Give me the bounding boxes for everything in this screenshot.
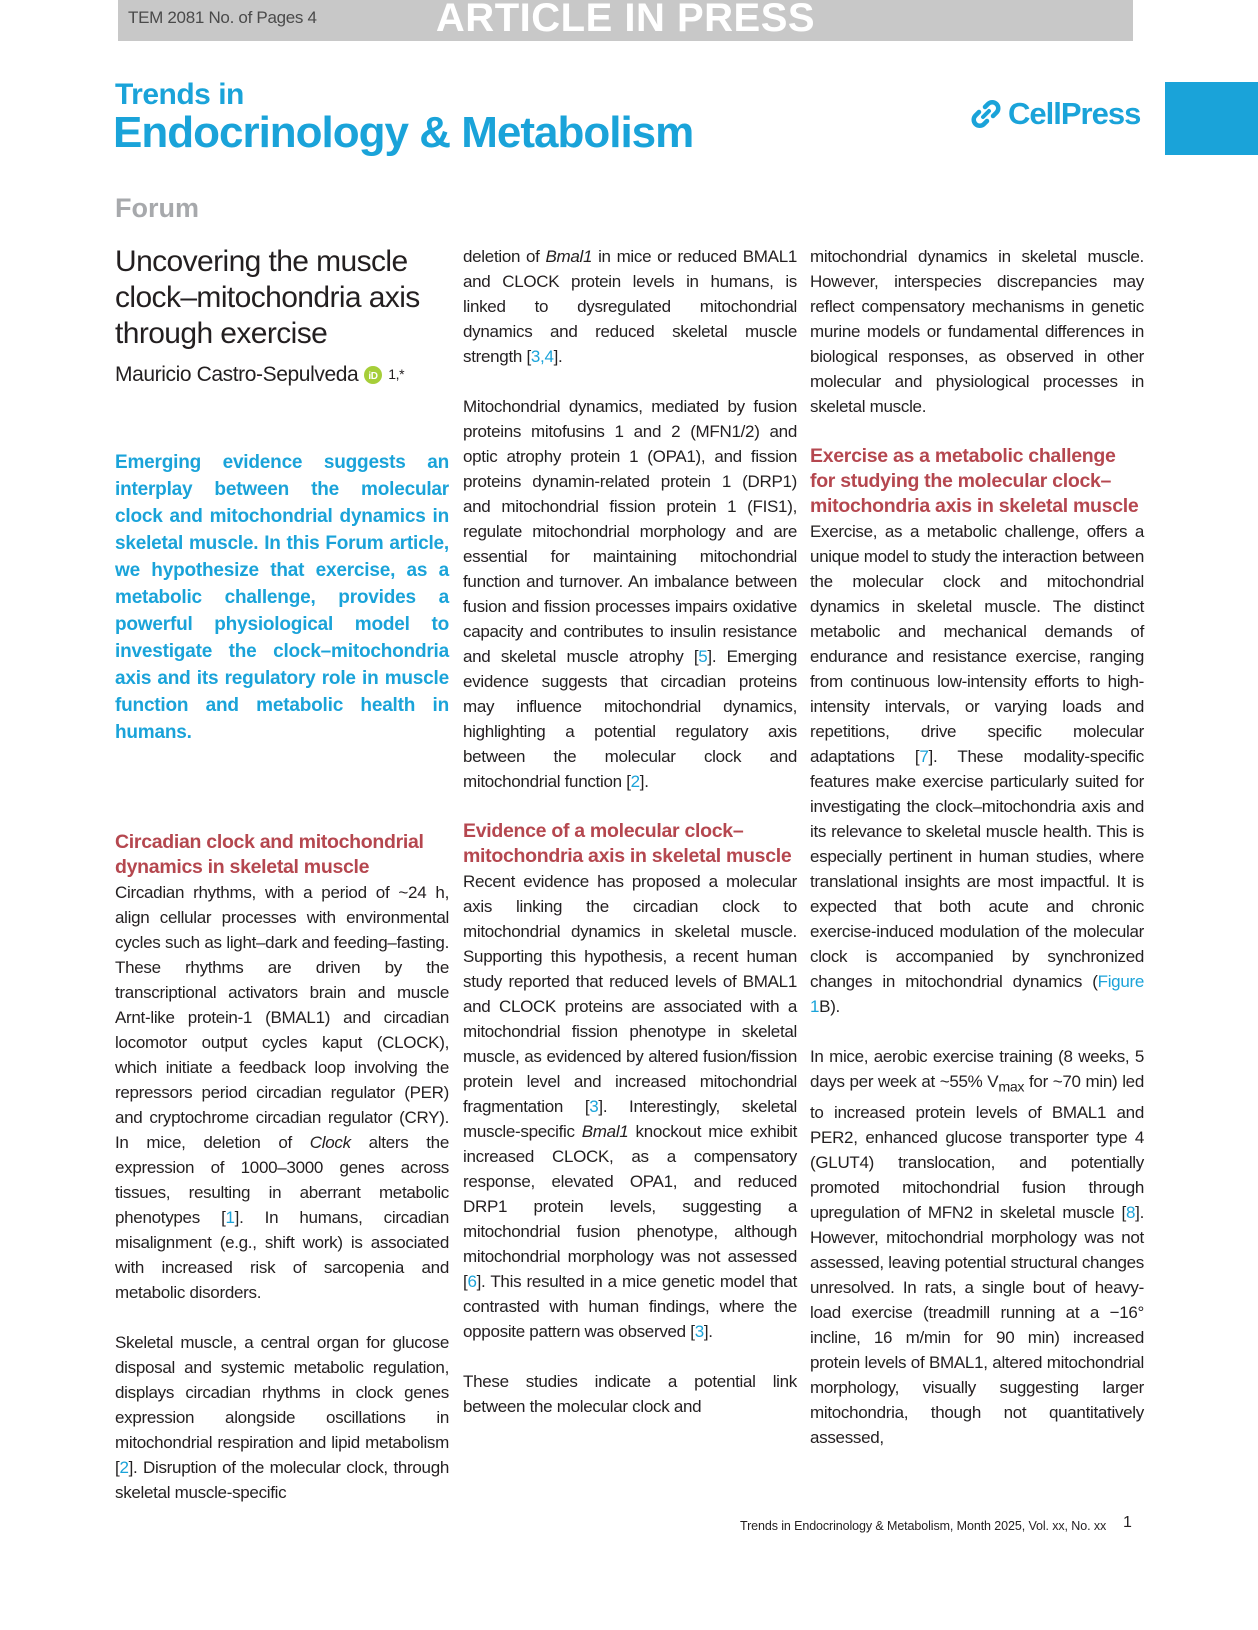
article-title: Uncovering the muscle clock–mitochondria axis through exercise bbox=[115, 245, 420, 350]
heading-evidence: Evidence of a molecular clock–mitochondria axis in skeletal muscle bbox=[463, 820, 792, 867]
reference-link[interactable]: 6 bbox=[467, 1272, 477, 1291]
abstract: Emerging evidence suggests an interplay between the molecular clock and mitochondrial dynamics in skeletal muscle. In this Forum article, we hypothesize that exercise, as a metabolic challenge, provides a powerful physiological model to investigate the clock–mitochondria axis and its regulatory role in muscle function and metabolic health in humans. bbox=[115, 452, 449, 743]
side-color-tab bbox=[1165, 82, 1258, 155]
orcid-icon[interactable] bbox=[364, 366, 382, 384]
paragraph: mitochondrial dynamics in skeletal muscle. However, interspecies discrepancies may reflect compensatory mechanisms in genetic murine models or fundamental differences in biological responses, as observed in other molecular and physiological processes in skeletal muscle. bbox=[810, 247, 1144, 416]
paragraph: deletion of Bmal1 in mice or reduced BMAL1 and CLOCK protein levels in humans, is linked to dysregulated mitochondrial dynamics and reduced skeletal muscle strength [3,4]. bbox=[463, 247, 798, 366]
subscript: max bbox=[998, 1079, 1025, 1096]
reference-link[interactable]: 2 bbox=[630, 772, 640, 791]
heading-circadian-clock: Circadian clock and mitochondrial dynamics in skeletal muscle bbox=[115, 831, 424, 878]
banner-text: ARTICLE IN PRESS bbox=[435, 0, 816, 40]
reference-link[interactable]: 3 bbox=[589, 1097, 599, 1116]
journal-name-line2: Endocrinology & Metabolism bbox=[113, 108, 694, 157]
paragraph: Circadian rhythms, with a period of ~24 h, align cellular processes with environmental cycles such as light–dark and feeding–fasting. These rhythms are driven by the transcriptional activators brain and muscle Arnt-like protein-1 (BMAL1) and circadian locomotor output cycles kaput (CLOCK), which initiate a feedback loop involving the repressors period circadian regulator (PER) and cryptochrome circadian regulator (CRY). In mice, deletion of Clock alters the expression of 1000–3000 genes across tissues, resulting in aberrant metabolic phenotypes [1]. In humans, circadian misalignment (e.g., shift work) is associated with increased risk of sarcopenia and metabolic disorders. bbox=[115, 883, 449, 1302]
reference-link[interactable]: 3,4 bbox=[530, 347, 554, 366]
gene-name: Bmal1 bbox=[545, 247, 593, 266]
paragraph: Skeletal muscle, a central organ for glucose disposal and systemic metabolic regulation, displays circadian rhythms in clock genes expression alongside oscillations in mitochondrial respiration and lipid metabolism [2]. Disruption of the molecular clock, through skeletal muscle-specific bbox=[115, 1333, 449, 1502]
gene-name: Clock bbox=[309, 1133, 351, 1152]
author-affiliation: 1,* bbox=[388, 366, 405, 382]
paragraph: Recent evidence has proposed a molecular axis linking the circadian clock to mitochondrial dynamics in skeletal muscle. Supporting this hypothesis, a recent human study reported that reduced levels of BMAL1 and CLOCK proteins are associated with a mitochondrial fission phenotype in skeletal muscle, as evidenced by altered fusion/fission protein level and increased mitochondrial fragmentation [3]. Interestingly, skeletal muscle-specific Bmal1 knockout mice exhibit increased CLOCK, as a compensatory response, elevated OPA1, and reduced DRP1 protein levels, suggesting a mitochondrial fusion phenotype, although mitochondrial morphology was not assessed [6]. This resulted in a mice genetic model that contrasted with human findings, where the opposite pattern was observed [3]. bbox=[463, 872, 797, 1341]
journal-name-line1: Trends in bbox=[115, 78, 244, 111]
reference-link[interactable]: 7 bbox=[919, 747, 929, 766]
cellpress-logo bbox=[970, 94, 1140, 134]
figure-link[interactable]: Figure 1 bbox=[810, 972, 1144, 1016]
reference-link[interactable]: 3 bbox=[694, 1322, 704, 1341]
paragraph: Mitochondrial dynamics, mediated by fusion proteins mitofusins 1 and 2 (MFN1/2) and optic atrophy protein 1 (OPA1), and fission proteins dynamin-related protein 1 (DRP1) and mitochondrial fission protein 1 (FIS1), regulate mitochondrial morphology and are essential for maintaining mitochondrial function and turnover. An imbalance between fusion and fission processes impairs oxidative capacity and contributes to insulin resistance and skeletal muscle atrophy [5]. Emerging evidence suggests that circadian proteins may influence mitochondrial dynamics, highlighting a potential regulatory axis between the molecular clock and mitochondrial function [2]. bbox=[463, 397, 797, 791]
article-in-press-banner bbox=[118, 0, 1133, 41]
footer-citation: Trends in Endocrinology & Metabolism, Month 2025, Vol. xx, No. xx bbox=[740, 1519, 1107, 1533]
reference-link[interactable]: 1 bbox=[225, 1208, 235, 1227]
heading-exercise: Exercise as a metabolic challenge for studying the molecular clock–mitochondria axis in skeletal muscle bbox=[810, 445, 1139, 517]
reference-link[interactable]: 8 bbox=[1125, 1203, 1136, 1223]
reference-link[interactable]: 5 bbox=[698, 647, 708, 666]
column-2 bbox=[463, 244, 797, 1444]
paragraph: Exercise, as a metabolic challenge, offers a unique model to study the interaction between the molecular clock and mitochondrial dynamics in skeletal muscle. The distinct metabolic and mechanical demands of endurance and resistance exercise, ranging from continuous low-intensity efforts to high-intensity intervals, or varying loads and repetitions, drive specific molecular adaptations [7]. These modality-specific features make exercise particularly suited for investigating the clock–mitochondria axis and its relevance to skeletal muscle health. This is especially pertinent in human studies, where translational insights are most impactful. It is expected that both acute and chronic exercise-induced modulation of the molecular clock is accompanied by synchronized changes in mitochondrial dynamics (Figure 1B). bbox=[810, 522, 1145, 1016]
cellpress-wordmark: CellPress bbox=[1008, 96, 1141, 131]
section-label: Forum bbox=[115, 193, 199, 223]
gene-name: Bmal1 bbox=[581, 1122, 629, 1141]
paragraph: In mice, aerobic exercise training (8 weeks, 5 days per week at ~55% $V_{max}$ for ~70 min) led to increased protein levels of BMAL1 and PER2, enhanced glucose transporter type 4 (GLUT4) translocation, and potentially promoted mitochondrial fusion through upregulation of MFN2 in skeletal muscle [8]. However, mitochondrial morphology was not assessed, leaving potential structural changes unresolved. In rats, a single bout of heavy-load exercise (treadmill running at a −16° incline, 16 m/min for 90 min) increased protein levels of BMAL1, altered mitochondrial morphology, visually suggesting larger mitochondria, though not quantitatively assessed, bbox=[810, 1047, 1144, 1448]
page-number: 1 bbox=[1123, 1514, 1132, 1531]
manuscript-id: TEM 2081 No. of Pages 4 bbox=[128, 8, 317, 27]
author-line bbox=[115, 362, 449, 387]
svg-text:iD: iD bbox=[368, 370, 378, 382]
column-3 bbox=[810, 244, 1144, 1475]
author-name: Mauricio Castro-Sepulveda bbox=[115, 363, 359, 386]
column-1 bbox=[115, 244, 449, 1530]
reference-link[interactable]: 2 bbox=[119, 1458, 129, 1477]
cellpress-link-icon bbox=[970, 98, 1002, 130]
paragraph: These studies indicate a potential link between the molecular clock and bbox=[463, 1372, 797, 1416]
